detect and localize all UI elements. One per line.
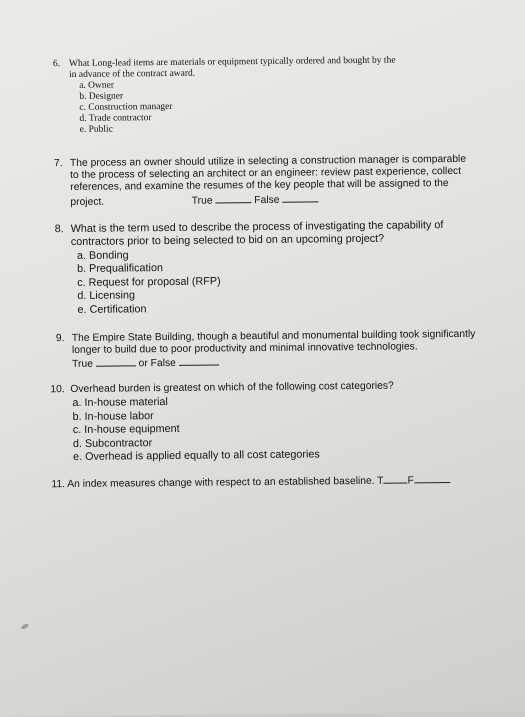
answer-option[interactable]: a. Owner: [79, 80, 115, 91]
question-number: 9.: [55, 333, 65, 345]
true-answer-blank[interactable]: [96, 357, 136, 367]
question-text: Overhead burden is greatest on which of the following cost categories?: [70, 380, 394, 396]
false-label: F: [407, 475, 414, 487]
question-line: [51, 473, 450, 491]
question-number: 10.: [50, 384, 65, 396]
question-number: 6.: [52, 59, 61, 70]
question-text: The process an owner should utilize in selecting a construction manager is comparable: [69, 153, 467, 170]
answer-option[interactable]: d. Licensing: [77, 289, 136, 303]
question-number: 11.: [51, 479, 65, 491]
answer-option[interactable]: e. Overhead is applied equally to all cost categories: [73, 448, 320, 464]
question-text-end: project.: [70, 196, 105, 208]
true-label: True: [72, 359, 93, 371]
question-text: contractors prior to being selected to bid on an upcoming project?: [70, 232, 385, 248]
question-text: What is the term used to describe the process of investigating the capability of: [70, 219, 444, 236]
false-answer-blank[interactable]: [282, 192, 318, 202]
question-9: [56, 329, 476, 372]
false-label: False: [254, 194, 280, 206]
pencil-mark: [20, 623, 29, 630]
question-text: to the process of selecting an architect or an engineer: review past experience, collect: [70, 166, 462, 182]
false-answer-blank[interactable]: [179, 356, 219, 366]
answer-option[interactable]: a. In-house material: [72, 396, 168, 410]
question-text: The Empire State Building, though a beautiful and monumental building took significantly: [71, 328, 476, 344]
question-text: longer to build due to poor productivity and minimal innovative technologies.: [71, 341, 418, 357]
true-false-answer: [72, 353, 476, 371]
question-8: [55, 219, 445, 317]
true-answer-blank[interactable]: [383, 473, 407, 483]
answer-option[interactable]: b. Designer: [79, 91, 124, 102]
question-number: 8.: [54, 223, 64, 236]
question-text: in advance of the contract award.: [69, 68, 196, 81]
true-answer-blank[interactable]: [215, 193, 251, 203]
answer-option[interactable]: c. Construction manager: [79, 101, 173, 113]
question-number: 7.: [53, 158, 63, 170]
answer-option[interactable]: e. Certification: [77, 302, 147, 316]
question-text: references, and examine the resumes of the key people that will be assigned to the: [70, 178, 449, 194]
question-7: [54, 154, 467, 209]
question-text: What Long-lead items are materials or equipment typically ordered and bought by the: [68, 55, 396, 70]
true-label: True: [191, 195, 213, 207]
false-answer-blank[interactable]: [414, 473, 450, 483]
answer-options: [77, 246, 444, 317]
answer-option[interactable]: b. Prequalification: [77, 262, 163, 276]
answer-option[interactable]: b. In-house labor: [72, 409, 154, 423]
answer-option[interactable]: d. Subcontractor: [72, 436, 153, 450]
answer-option[interactable]: d. Trade contractor: [79, 113, 152, 124]
question-10: [50, 381, 394, 465]
answer-options: [72, 394, 394, 465]
false-label: or False: [138, 358, 176, 370]
answer-option[interactable]: a. Bonding: [76, 248, 129, 262]
answer-options: [79, 78, 396, 136]
question-6: [53, 56, 396, 137]
answer-option[interactable]: c. In-house equipment: [72, 423, 180, 437]
question-text: An index measures change with respect to an established baseline. T: [67, 475, 384, 491]
answer-option[interactable]: e. Public: [79, 124, 113, 135]
answer-option[interactable]: c. Request for proposal (RFP): [77, 275, 221, 289]
question-11: [51, 473, 450, 491]
